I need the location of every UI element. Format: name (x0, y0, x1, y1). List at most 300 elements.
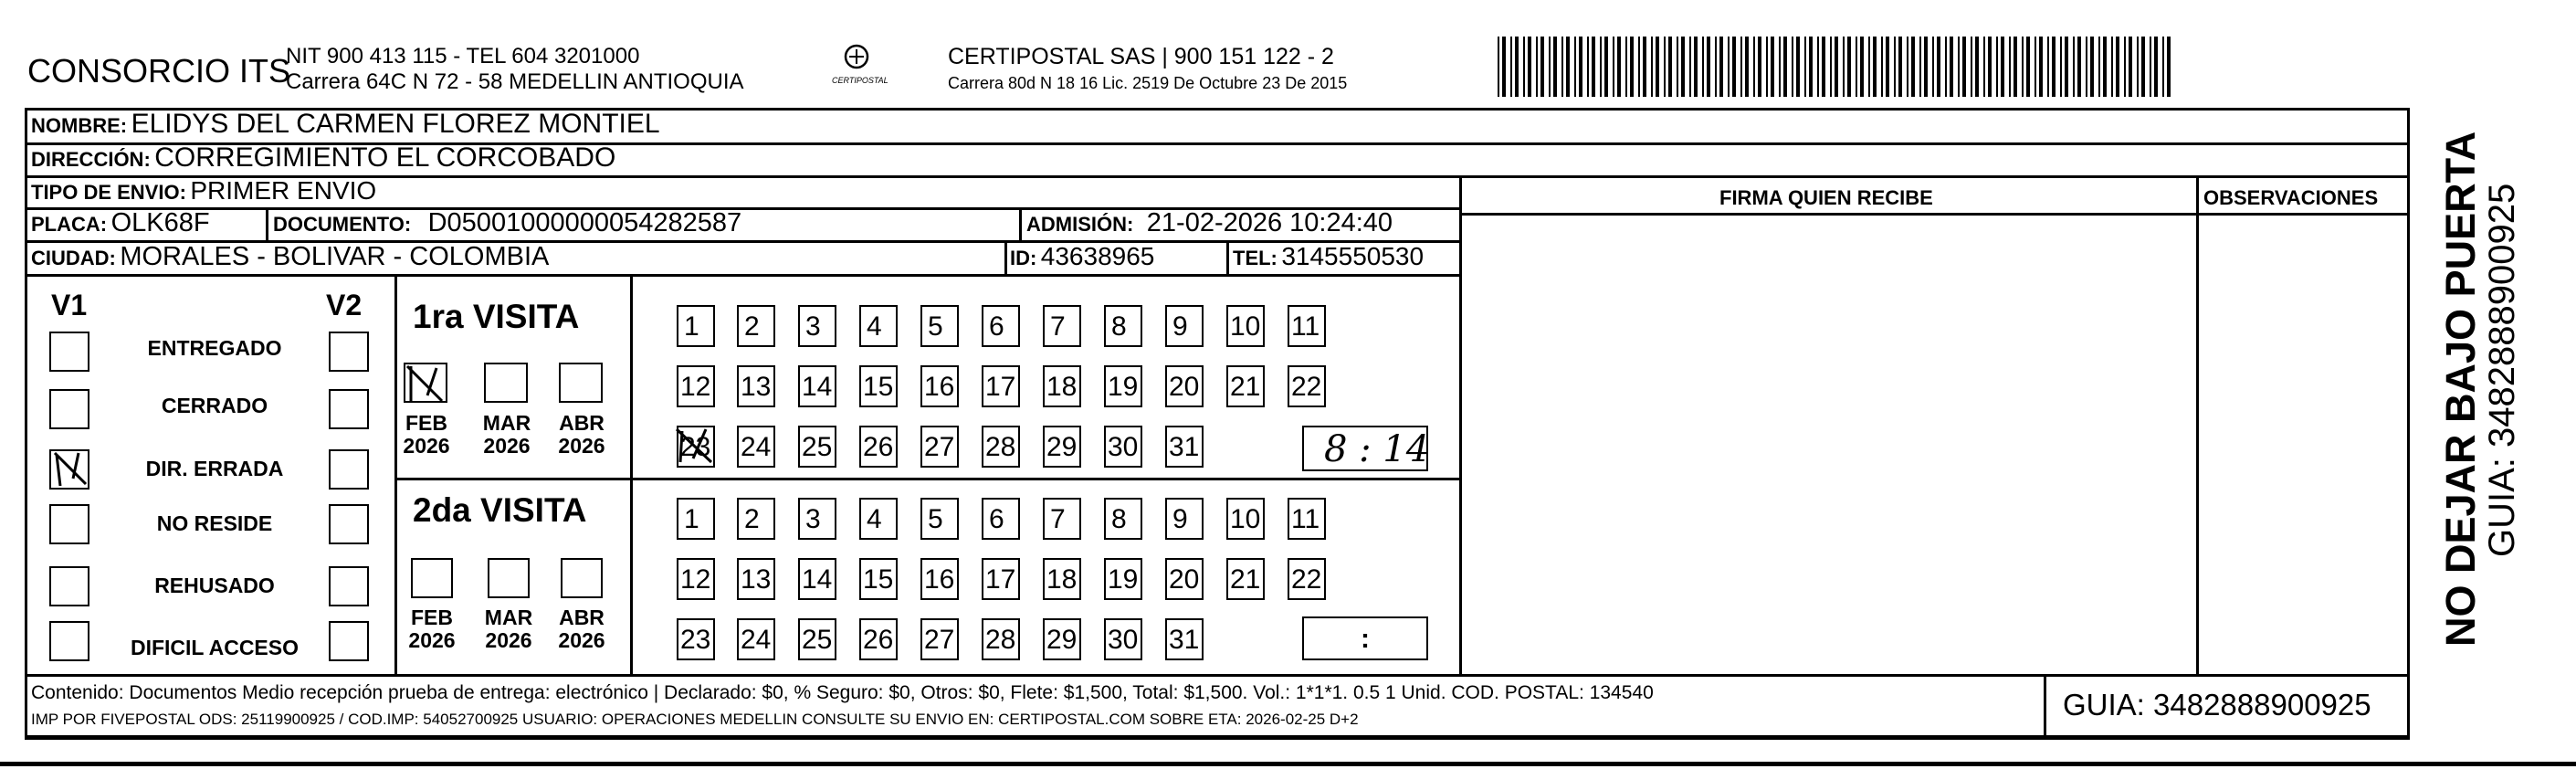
visit2-title: 2da VISITA (413, 491, 587, 529)
visit1-day-16[interactable] (920, 365, 959, 407)
footer-imp-line: IMP POR FIVEPOSTAL ODS: 25119900925 / COD.IMP: 54052700925 USUARIO: OPERACIONES MEDELLIN CONSULTE SU ENVIO EN: CERTIPOSTAL.COM SOBRE ETA: 2026-02-25 D+2 (31, 711, 1359, 728)
visit1-day-label: 28 (985, 432, 1016, 462)
barcode-bar (1971, 37, 1972, 97)
nit-line: NIT 900 413 115 - TEL 604 3201000 (286, 44, 640, 68)
visit2-day-3[interactable] (798, 498, 836, 540)
visit1-day-7[interactable] (1043, 305, 1081, 347)
visit1-day-label: 18 (1046, 372, 1078, 402)
barcode-bar (2026, 37, 2030, 97)
visit1-day-21[interactable] (1226, 365, 1265, 407)
no-dejar-bajo-puerta: NO DEJAR BAJO PUERTA (2437, 131, 2484, 647)
barcode-bar (1835, 37, 1838, 97)
tel-value: 3145550530 (1281, 242, 1425, 270)
barcode-bar (1919, 37, 1921, 97)
visit2-day-label: 18 (1046, 564, 1078, 595)
visit2-day-label: 11 (1291, 504, 1320, 534)
barcode-bar (1881, 37, 1883, 97)
visit2-day-27[interactable] (920, 618, 959, 660)
visit2-day-label: 13 (741, 564, 772, 595)
barcode-bar (2098, 37, 2100, 97)
barcode-bar (1873, 37, 1877, 97)
visit1-day-label: 25 (802, 432, 833, 462)
visit1-day-label: 21 (1230, 372, 1261, 402)
visit2-day-label: 15 (863, 564, 894, 595)
visit1-day-5[interactable] (920, 305, 959, 347)
visit1-day-label: 24 (741, 432, 772, 462)
visit2-day-5[interactable] (920, 498, 959, 540)
visit2-day-label: 2 (744, 504, 760, 534)
barcode-bar (1689, 37, 1691, 97)
ciudad-label: CIUDAD: (31, 247, 116, 269)
visit2-day-13[interactable] (737, 558, 775, 600)
barcode-bar (1924, 37, 1928, 97)
barcode-bar (1792, 37, 1793, 97)
visit1-day-26[interactable] (859, 426, 898, 468)
visit1-day-6[interactable] (982, 305, 1020, 347)
visit1-day-24[interactable] (737, 426, 775, 468)
visit1-day-19[interactable] (1104, 365, 1142, 407)
barcode-bar (1945, 37, 1947, 97)
barcode-bar (1830, 37, 1832, 97)
visit2-day-label: 31 (1169, 625, 1200, 655)
visit2-day-label: 14 (802, 564, 833, 595)
barcode-bar (1587, 37, 1589, 97)
v2-checkbox-dificil-acceso[interactable] (329, 621, 369, 661)
visit1-day-label: 6 (989, 311, 1004, 342)
visit2-day-23[interactable] (677, 618, 715, 660)
visit2-day-31[interactable] (1165, 618, 1204, 660)
barcode-bar (1932, 37, 1934, 97)
barcode-bar (1860, 37, 1864, 97)
documento-label: DOCUMENTO: (273, 213, 412, 236)
barcode-bar (1796, 37, 1800, 97)
barcode-bar (1502, 37, 1506, 97)
v2-checkbox-entregado[interactable] (329, 332, 369, 372)
visit2-day-label: 12 (680, 564, 711, 595)
barcode-bar (2090, 37, 2094, 97)
visit1-day-label: 29 (1046, 432, 1078, 462)
placa-value: OLK68F (110, 208, 210, 237)
visit2-day-30[interactable] (1104, 618, 1142, 660)
barcode-bar (1664, 37, 1666, 97)
barcode-bar (2086, 37, 2087, 97)
side-guia: GUIA: 3482888900925 (2482, 183, 2522, 557)
visit2-day-label: 9 (1172, 504, 1188, 534)
visit2-day-label: 16 (924, 564, 955, 595)
documento-value: D05001000000054282587 (427, 208, 742, 237)
barcode-bar (2001, 37, 2004, 97)
visit2-day-10[interactable] (1226, 498, 1265, 540)
visit2-month-feb-checkbox[interactable] (411, 558, 453, 598)
visit1-year-feb: 2026 (403, 434, 450, 458)
visit2-day-14[interactable] (798, 558, 836, 600)
visit2-day-18[interactable] (1043, 558, 1081, 600)
v1-checkbox-dificil-acceso[interactable] (49, 621, 89, 661)
barcode-bar (2013, 37, 2017, 97)
barcode-bar (1498, 37, 1499, 97)
visit1-day-10[interactable] (1226, 305, 1265, 347)
barcode-bar (2162, 37, 2164, 97)
certipostal-logo (829, 42, 888, 100)
admision-label: ADMISIÓN: (1026, 213, 1134, 236)
visit1-day-label: 2 (744, 311, 760, 342)
nombre-label: NOMBRE: (31, 114, 128, 137)
option-no-reside: NO RESIDE (156, 511, 273, 535)
visit2-month-mar: MAR (484, 606, 533, 629)
visit1-day-27[interactable] (920, 426, 959, 468)
visit1-day-22[interactable] (1288, 365, 1326, 407)
visit2-day-label: 6 (989, 504, 1004, 534)
handwritten-check-mark (405, 364, 446, 405)
visit1-month-abr: ABR (559, 411, 605, 435)
visit1-time-value: 8 : 14 (1324, 428, 1430, 470)
barcode-bar (1681, 37, 1685, 97)
visit2-day-12[interactable] (677, 558, 715, 600)
visit2-time-value: : (1361, 624, 1370, 654)
visit1-month-abr-checkbox[interactable] (559, 363, 603, 403)
option-rehusado: REHUSADO (154, 574, 275, 597)
direccion-label: DIRECCIÓN: (31, 148, 151, 171)
barcode-bar (2129, 37, 2132, 97)
v1-checkbox-no-reside[interactable] (49, 504, 89, 544)
visit1-day-label: 15 (863, 372, 894, 402)
barcode-bar (1656, 37, 1659, 97)
barcode-bar (2065, 37, 2068, 97)
visit2-day-9[interactable] (1165, 498, 1204, 540)
visit2-day-label: 20 (1169, 564, 1200, 595)
barcode-bar (1911, 37, 1915, 97)
barcode-bar (2111, 37, 2113, 97)
visit1-day-label: 22 (1291, 372, 1322, 402)
observaciones-header: OBSERVACIONES (2203, 186, 2379, 209)
visit1-day-label: 5 (928, 311, 943, 342)
visit2-day-label: 24 (741, 625, 772, 655)
barcode-bar (1574, 37, 1576, 97)
v1-checkbox-entregado[interactable] (49, 332, 89, 372)
visit1-day-23[interactable] (677, 426, 715, 468)
barcode-bar (1771, 37, 1774, 97)
barcode-bar (1886, 37, 1889, 97)
visit1-day-label: 1 (684, 311, 699, 342)
option-dificil-acceso: DIFICIL ACCESO (130, 636, 299, 659)
barcode-bar (1579, 37, 1582, 97)
barcode-bar (1715, 37, 1717, 97)
barcode-bar (1625, 37, 1627, 97)
visit2-day-21[interactable] (1226, 558, 1265, 600)
visit2-day-label: 4 (867, 504, 882, 534)
barcode-bar (1745, 37, 1749, 97)
barcode-bar (2039, 37, 2043, 97)
id-value: 43638965 (1040, 242, 1155, 270)
visit1-time-box[interactable] (1302, 426, 1428, 471)
visit2-day-label: 25 (802, 625, 833, 655)
barcode-bar (1783, 37, 1787, 97)
visit1-month-mar-checkbox[interactable] (484, 363, 528, 403)
visit2-year-abr: 2026 (558, 628, 605, 653)
barcode-bar (2077, 37, 2081, 97)
barcode-bar (2141, 37, 2145, 97)
visit1-day-label: 8 (1111, 311, 1127, 342)
visit1-day-label: 14 (802, 372, 833, 402)
visit1-year-mar: 2026 (483, 434, 531, 458)
visit2-day-label: 8 (1111, 504, 1127, 534)
barcode-bar (1668, 37, 1672, 97)
company-name: CONSORCIO ITS (27, 52, 291, 90)
visit2-day-26[interactable] (859, 618, 898, 660)
barcode-bar (2103, 37, 2107, 97)
id-label: ID: (1010, 247, 1037, 269)
visit2-day-7[interactable] (1043, 498, 1081, 540)
barcode-bar (1592, 37, 1595, 97)
visit1-day-30[interactable] (1104, 426, 1142, 468)
barcode-bar (1651, 37, 1653, 97)
barcode-bar (1617, 37, 1621, 97)
visit2-year-mar: 2026 (485, 628, 532, 653)
barcode-bar (1856, 37, 1857, 97)
visit1-day-8[interactable] (1104, 305, 1142, 347)
visit1-day-9[interactable] (1165, 305, 1204, 347)
barcode-bar (1975, 37, 1979, 97)
visit2-month-abr-checkbox[interactable] (561, 558, 603, 598)
barcode-bar (1553, 37, 1557, 97)
visit1-day-14[interactable] (798, 365, 836, 407)
visit2-day-label: 26 (863, 625, 894, 655)
barcode-bar (2022, 37, 2024, 97)
barcode-bar (2116, 37, 2119, 97)
visit2-month-mar-checkbox[interactable] (488, 558, 530, 598)
barcode-bar (1907, 37, 1908, 97)
visit1-day-label: 9 (1172, 311, 1188, 342)
visit1-year-abr: 2026 (558, 434, 605, 458)
barcode-bar (1958, 37, 1960, 97)
visit2-month-abr: ABR (559, 606, 605, 629)
visit2-day-label: 19 (1108, 564, 1139, 595)
visit1-day-28[interactable] (982, 426, 1020, 468)
visit1-day-label: 23 (680, 432, 711, 462)
barcode-bar (1702, 37, 1704, 97)
visit2-day-label: 22 (1291, 564, 1322, 595)
firma-header: FIRMA QUIEN RECIBE (1719, 186, 1933, 209)
barcode-bar (1937, 37, 1940, 97)
barcode-bar (1804, 37, 1806, 97)
footer-guia: GUIA: 3482888900925 (2063, 688, 2371, 722)
visit1-day-11[interactable] (1288, 305, 1326, 347)
v1-checkbox-cerrado[interactable] (49, 389, 89, 429)
option-entregado: ENTREGADO (147, 336, 282, 360)
barcode-bar (1707, 37, 1710, 97)
visit2-year-feb: 2026 (408, 628, 456, 653)
visit1-day-25[interactable] (798, 426, 836, 468)
barcode-bar (1894, 37, 1896, 97)
barcode-bar (1766, 37, 1768, 97)
barcode-bar (1549, 37, 1551, 97)
barcode-bar (1983, 37, 1985, 97)
visit2-day-15[interactable] (859, 558, 898, 600)
tipo-envio-label: TIPO DE ENVIO: (31, 181, 186, 204)
handwritten-check-mark (51, 451, 88, 488)
visit2-day-20[interactable] (1165, 558, 1204, 600)
visit2-day-label: 7 (1050, 504, 1066, 534)
tipo-envio-value: PRIMER ENVIO (190, 176, 377, 205)
barcode-bar (1847, 37, 1851, 97)
barcode-bar (2154, 37, 2158, 97)
placa-label: PLACA: (31, 213, 108, 236)
barcode-bar (2073, 37, 2075, 97)
form-frame (25, 108, 2410, 738)
visit1-day-label: 11 (1291, 311, 1320, 342)
address-line: Carrera 64C N 72 - 58 MEDELLIN ANTIOQUIA (286, 69, 744, 94)
visit2-day-label: 3 (805, 504, 821, 534)
barcode-bar (2124, 37, 2126, 97)
barcode-bar (1561, 37, 1563, 97)
barcode-bar (1996, 37, 1998, 97)
visit1-day-13[interactable] (737, 365, 775, 407)
barcode-bar (2009, 37, 2011, 97)
barcode-bar (1868, 37, 1870, 97)
barcode-bar (1566, 37, 1570, 97)
barcode-bar (1950, 37, 1953, 97)
visit1-day-label: 17 (985, 372, 1016, 402)
barcode-bar (1988, 37, 1992, 97)
visit2-day-8[interactable] (1104, 498, 1142, 540)
v2-checkbox-rehusado[interactable] (329, 566, 369, 606)
visit2-month-feb: FEB (411, 606, 453, 629)
barcode-bar (1600, 37, 1602, 97)
barcode-bar (1613, 37, 1614, 97)
footer-content-line: Contenido: Documentos Medio recepción prueba de entrega: electrónico | Declarado: $0, % Seguro: $0, Otros: $0, Flete: $1,500, Total: $1,500. Vol.: 1*1*1. 0.5 1 Unid. COD. POSTAL: 134540 (31, 682, 1654, 703)
option-dir-errada: DIR. ERRADA (145, 457, 284, 480)
visit1-day-label: 26 (863, 432, 894, 462)
visit2-day-22[interactable] (1288, 558, 1326, 600)
tel-label: TEL: (1233, 247, 1277, 269)
visit1-month-mar: MAR (482, 411, 531, 435)
visit2-day-label: 27 (924, 625, 955, 655)
barcode-bar (1638, 37, 1640, 97)
v2-checkbox-cerrado[interactable] (329, 389, 369, 429)
visit2-day-1[interactable] (677, 498, 715, 540)
v1-checkbox-rehusado[interactable] (49, 566, 89, 606)
visit2-day-label: 29 (1046, 625, 1078, 655)
barcode-bar (1809, 37, 1813, 97)
visit1-month-feb: FEB (405, 411, 447, 435)
visit2-day-label: 1 (684, 504, 699, 534)
barcode-bar (1817, 37, 1819, 97)
barcode-bar (1540, 37, 1544, 97)
v1-checkbox-dir-errada[interactable] (49, 449, 89, 490)
visit2-day-16[interactable] (920, 558, 959, 600)
barcode-bar (1630, 37, 1634, 97)
barcode-bar (2137, 37, 2139, 97)
visit1-day-17[interactable] (982, 365, 1020, 407)
visit1-title: 1ra VISITA (413, 298, 580, 335)
barcode (1498, 37, 2178, 97)
direccion-value: CORREGIMIENTO EL CORCOBADO (154, 142, 616, 173)
visit1-day-label: 20 (1169, 372, 1200, 402)
visit1-day-2[interactable] (737, 305, 775, 347)
visit2-day-29[interactable] (1043, 618, 1081, 660)
visit2-day-label: 17 (985, 564, 1016, 595)
logo-text: CERTIPOSTAL (832, 76, 888, 85)
barcode-bar (2035, 37, 2036, 97)
barcode-bar (1604, 37, 1608, 97)
barcode-bar (1732, 37, 1736, 97)
visit2-day-label: 23 (680, 625, 711, 655)
barcode-bar (1962, 37, 1966, 97)
visit2-day-label: 21 (1230, 564, 1261, 595)
visit1-day-label: 31 (1169, 432, 1200, 462)
barcode-bar (1536, 37, 1538, 97)
visit1-day-3[interactable] (798, 305, 836, 347)
visit1-day-4[interactable] (859, 305, 898, 347)
sheet-edge (0, 762, 2576, 766)
barcode-bar (1779, 37, 1781, 97)
barcode-bar (1728, 37, 1730, 97)
visit1-day-label: 27 (924, 432, 955, 462)
visit1-day-label: 10 (1230, 311, 1261, 342)
visit1-day-15[interactable] (859, 365, 898, 407)
visit1-day-label: 3 (805, 311, 821, 342)
admision-value: 21-02-2026 10:24:40 (1146, 208, 1393, 237)
visit2-day-17[interactable] (982, 558, 1020, 600)
barcode-bar (1510, 37, 1512, 97)
barcode-bar (1515, 37, 1519, 97)
visit1-day-label: 16 (924, 372, 955, 402)
visit1-day-29[interactable] (1043, 426, 1081, 468)
visit2-day-label: 10 (1230, 504, 1261, 534)
visit2-day-28[interactable] (982, 618, 1020, 660)
v1-header: V1 (51, 289, 88, 321)
visit1-day-label: 19 (1108, 372, 1139, 402)
visit1-day-18[interactable] (1043, 365, 1081, 407)
visit1-day-20[interactable] (1165, 365, 1204, 407)
visit2-time-box[interactable] (1302, 616, 1428, 660)
barcode-bar (1528, 37, 1531, 97)
visit1-day-1[interactable] (677, 305, 715, 347)
barcode-bar (1677, 37, 1678, 97)
v2-header: V2 (326, 289, 363, 321)
nombre-value: ELIDYS DEL CARMEN FLOREZ MONTIEL (131, 109, 660, 139)
visit2-day-2[interactable] (737, 498, 775, 540)
visit1-day-label: 13 (741, 372, 772, 402)
visit1-day-label: 7 (1050, 311, 1066, 342)
visit1-day-label: 4 (867, 311, 882, 342)
barcode-bar (1822, 37, 1825, 97)
visit2-day-label: 28 (985, 625, 1016, 655)
barcode-bar (1843, 37, 1845, 97)
barcode-bar (1523, 37, 1525, 97)
barcode-bar (2167, 37, 2171, 97)
handwritten-check-mark (675, 426, 713, 468)
visit2-day-4[interactable] (859, 498, 898, 540)
visit2-day-25[interactable] (798, 618, 836, 660)
barcode-bar (1740, 37, 1742, 97)
v2-checkbox-dir-errada[interactable] (329, 449, 369, 490)
certipostal-line1: CERTIPOSTAL SAS | 900 151 122 - 2 (948, 44, 1334, 69)
visit2-day-6[interactable] (982, 498, 1020, 540)
visit1-month-feb-checkbox[interactable] (404, 363, 447, 403)
visit1-day-12[interactable] (677, 365, 715, 407)
visit2-day-11[interactable] (1288, 498, 1326, 540)
barcode-bar (1898, 37, 1902, 97)
visit2-day-19[interactable] (1104, 558, 1142, 600)
visit2-day-24[interactable] (737, 618, 775, 660)
visit1-day-31[interactable] (1165, 426, 1204, 468)
visit1-day-label: 12 (680, 372, 711, 402)
v2-checkbox-no-reside[interactable] (329, 504, 369, 544)
visit2-day-label: 30 (1108, 625, 1139, 655)
visit1-day-label: 30 (1108, 432, 1139, 462)
visit2-day-label: 5 (928, 504, 943, 534)
